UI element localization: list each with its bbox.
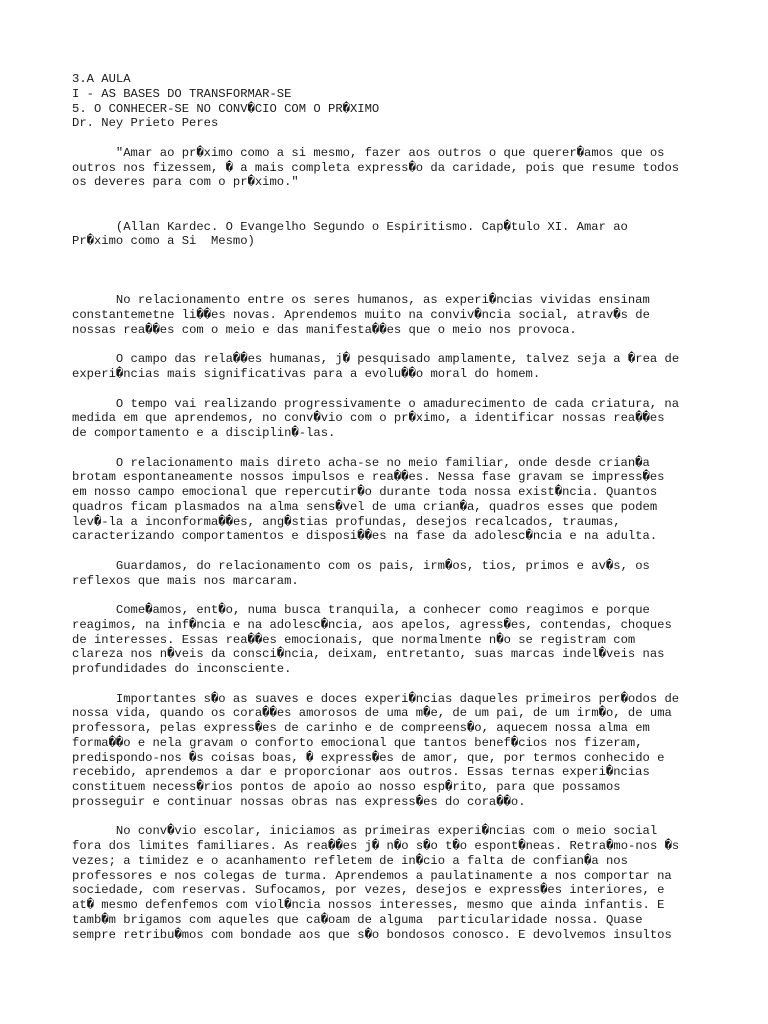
text-line: O tempo vai realizando progressivamente o amadurecimento de cada criatura, na <box>72 396 680 411</box>
text-line: os deveres para com o pr�ximo." <box>72 175 299 190</box>
text-line: professora, pelas express�es de carinho e de compreens�o, aquecem nossa alma em <box>72 721 650 735</box>
text-line: professores e nos colegas de turma. Aprendemos a paulatinamente a nos comportar na <box>72 868 672 883</box>
text-line: nossa vida, quando os cora��es amorosos de uma m�e, de um pai, de um irm�o, de uma <box>72 706 672 721</box>
text-line: Pr�ximo como a Si Mesmo) <box>72 234 255 249</box>
text-line: quadros ficam plasmados na alma sens�vel de uma crian�a, quadros esses que podem <box>72 499 658 514</box>
blank-line <box>72 544 732 559</box>
blank-line <box>72 810 732 825</box>
document-page <box>72 72 732 942</box>
text-line: constantemetne li��es novas. Aprendemos muito na conviv�ncia social, atrav�s de <box>72 308 650 322</box>
text-line: at� mesmo defenfemos com viol�ncia nossos interesses, mesmo que ainda infantis. E <box>72 898 665 912</box>
text-line: tamb�m brigamos com aqueles que ca�oam de alguma particularidade nossa. Quase <box>72 912 643 927</box>
text-line: sempre retribu�mos com bondade aos que s�o bondosos conosco. E devolvemos insultos <box>72 927 672 942</box>
text-line: No conv�vio escolar, iniciamos as primeiras experi�ncias com o meio social <box>72 824 658 839</box>
text-line: reflexos que mais nos marcaram. <box>72 573 299 588</box>
text-line: Guardamos, do relacionamento com os pais, irm�os, tios, primos e av�s, os <box>72 558 650 573</box>
text-line: No relacionamento entre os seres humanos, as experi�ncias vividas ensinam <box>72 293 650 308</box>
text-line: nossas rea��es com o meio e das manifesta��es que o meio nos provoca. <box>72 322 577 337</box>
text-line: outros nos fizessem, � a mais completa express�o da caridade, pois que resume todos <box>72 160 680 175</box>
text-line: recebido, aprendemos a dar e proporcionar aos outros. Essas ternas experi�ncias <box>72 765 650 780</box>
blank-line <box>72 382 732 397</box>
text-line: fora dos limites familiares. As rea��es j� n�o s�o t�o espont�neas. Retra�mo-nos �s <box>72 839 680 853</box>
text-line: 5. O CONHECER-SE NO CONV�CIO COM O PR�XIMO <box>72 101 380 116</box>
text-line: de interesses. Essas rea��es emocionais, que normalmente n�o se registram com <box>72 632 636 647</box>
blank-line <box>72 264 732 279</box>
text-line: prosseguir e continuar nossas obras nas express�es do cora��o. <box>72 794 526 809</box>
text-line: caracterizando comportamentos e disposi��es na fase da adolesc�ncia e na adulta. <box>72 529 658 544</box>
text-line: vezes; a timidez e o acanhamento refletem de in�cio a falta de confian�a nos <box>72 853 628 868</box>
text-line: de comportamento e a disciplin�-las. <box>72 426 336 440</box>
text-line: profundidades do inconsciente. <box>72 662 292 676</box>
blank-line <box>72 190 732 205</box>
blank-line <box>72 338 732 353</box>
blank-line <box>72 249 732 264</box>
text-line: "Amar ao pr�ximo como a si mesmo, fazer aos outros o que querer�amos que os <box>72 145 665 160</box>
text-line: medida em que aprendemos, no conv�vio com o pr�ximo, a identificar nossas rea��es <box>72 411 665 426</box>
text-line: Come�amos, ent�o, numa busca tranquila, a conhecer como reagimos e porque <box>72 603 650 617</box>
text-line: constituem necess�rios pontos de apoio ao nosso esp�rito, para que possamos <box>72 780 621 794</box>
blank-line <box>72 279 732 294</box>
text-line: forma��o e nela gravam o conforto emocional que tantos benef�cios nos fizeram, <box>72 735 643 750</box>
text-line: predispondo-nos �s coisas boas, � express�es de amor, que, por termos conhecido e <box>72 750 665 765</box>
text-line: I - AS BASES DO TRANSFORMAR-SE <box>72 86 292 101</box>
blank-line <box>72 677 732 692</box>
text-line: O relacionamento mais direto acha-se no meio familiar, onde desde crian�a <box>72 455 650 470</box>
text-line: lev�-la a inconforma��es, ang�stias profundas, desejos recalcados, traumas, <box>72 514 621 529</box>
blank-line <box>72 588 732 603</box>
text-line: (Allan Kardec. O Evangelho Segundo o Espiritismo. Cap�tulo XI. Amar ao <box>72 219 628 234</box>
text-line: clareza nos n�veis da consci�ncia, deixam, entretanto, suas marcas indel�veis nas <box>72 647 665 662</box>
text-line: experi�ncias mais significativas para a evolu��o moral do homem. <box>72 367 541 381</box>
text-line: brotam espontaneamente nossos impulsos e rea��es. Nessa fase gravam se impress�es <box>72 470 665 485</box>
text-line: Dr. Ney Prieto Peres <box>72 116 219 131</box>
text-line: Importantes s�o as suaves e doces experi�ncias daqueles primeiros per�odos de <box>72 691 680 706</box>
text-line: O campo das rela��es humanas, j� pesquisado amplamente, talvez seja a �rea de <box>72 352 680 367</box>
blank-line <box>72 441 732 456</box>
text-line: 3.A AULA <box>72 72 131 86</box>
blank-line <box>72 131 732 146</box>
text-line: em nosso campo emocional que repercutir�o durante toda nossa exist�ncia. Quantos <box>72 485 658 499</box>
text-line: reagimos, na inf�ncia e na adolesc�ncia, aos apelos, agress�es, contendas, choques <box>72 617 672 632</box>
text-line: sociedade, com reservas. Sufocamos, por vezes, desejos e express�es interiores, e <box>72 883 665 898</box>
blank-line <box>72 205 732 220</box>
